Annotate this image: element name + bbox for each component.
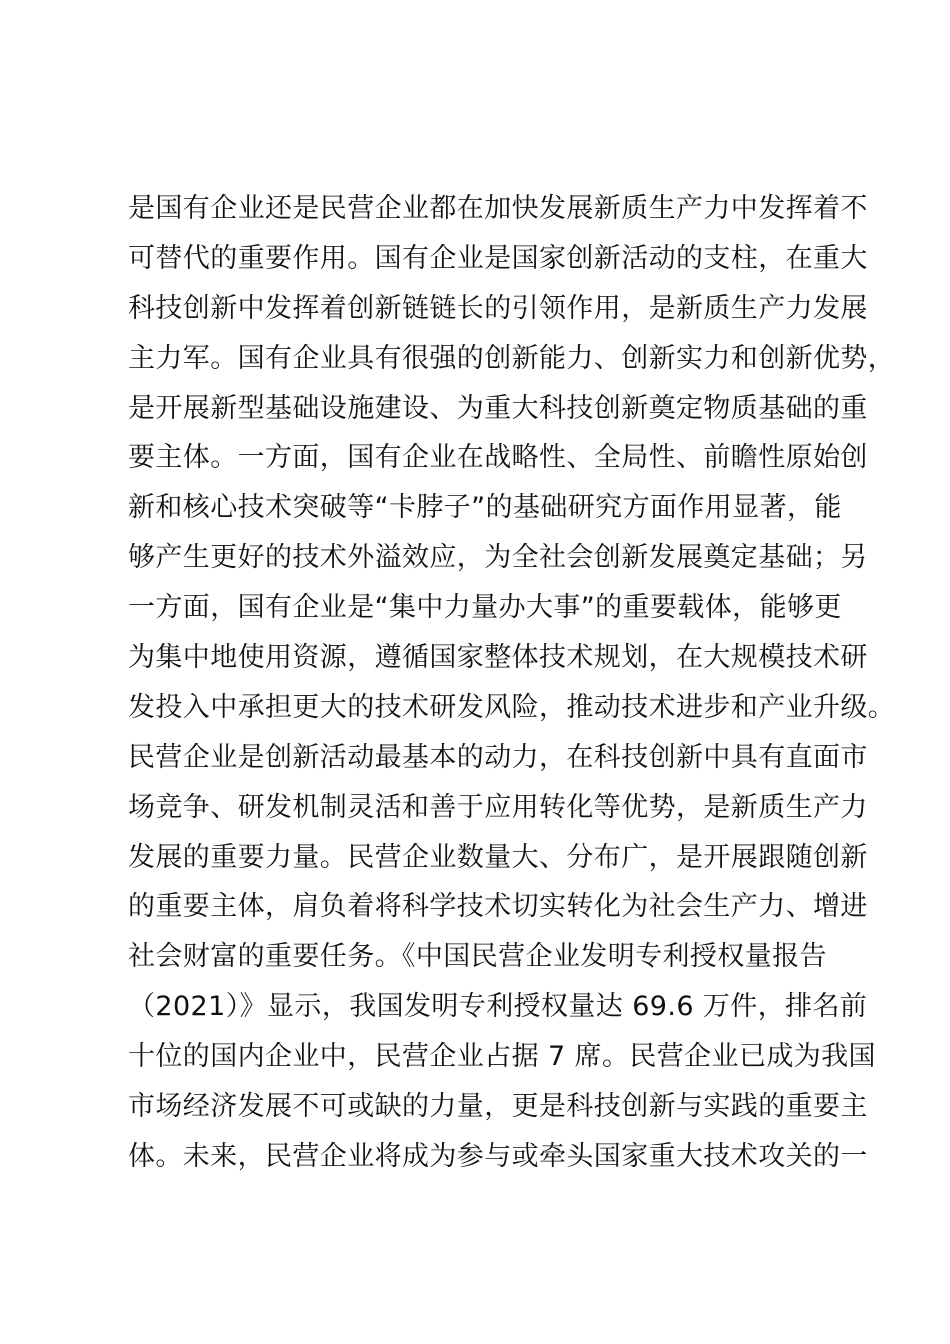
text-line: 是开展新型基础设施建设、为重大科技创新奠定物质基础的重 [128,392,868,424]
text-line: 社会财富的重要任务。《中国民营企业发明专利授权量报告 [128,941,827,973]
text-line: 新和核心技术突破等“卡脖子”的基础研究方面作用显著，能 [128,492,842,524]
text-line: 场竞争、研发机制灵活和善于应用转化等优势，是新质生产力 [128,791,868,823]
text-line: （2021）》显示，我国发明专利授权量达 69.6 万件，排名前 [128,991,868,1023]
text-line: 主力军。国有企业具有很强的创新能力、创新实力和创新优势， [128,342,896,374]
text-line: 一方面，国有企业是“集中力量办大事”的重要载体，能够更 [128,592,842,624]
text-line: 民营企业是创新活动最基本的动力，在科技创新中具有直面市 [128,741,868,773]
text-line: 是国有企业还是民营企业都在加快发展新质生产力中发挥着不 [128,193,868,224]
text-line: 发投入中承担更大的技术研发风险，推动技术进步和产业升级。 [128,691,896,723]
text-line: 够产生更好的技术外溢效应，为全社会创新发展奠定基础；另 [128,542,868,574]
text-line: 的重要主体，肩负着将科学技术切实转化为社会生产力、增进 [128,891,868,923]
text-line: 可替代的重要作用。国有企业是国家创新活动的支柱，在重大 [128,242,868,274]
body-paragraph [128,184,896,1182]
text-line: 十位的国内企业中，民营企业占据 7 席。民营企业已成为我国 [128,1041,876,1073]
text-line: 体。未来，民营企业将成为参与或牵头国家重大技术攻关的一 [128,1140,868,1172]
text-line: 要主体。一方面，国有企业在战略性、全局性、前瞻性原始创 [128,442,868,474]
text-line: 发展的重要力量。民营企业数量大、分布广，是开展跟随创新 [128,841,868,873]
text-line: 市场经济发展不可或缺的力量，更是科技创新与实践的重要主 [128,1091,868,1123]
text-line: 为集中地使用资源，遵循国家整体技术规划，在大规模技术研 [128,642,868,674]
text-line: 科技创新中发挥着创新链链长的引领作用，是新质生产力发展 [128,292,868,324]
